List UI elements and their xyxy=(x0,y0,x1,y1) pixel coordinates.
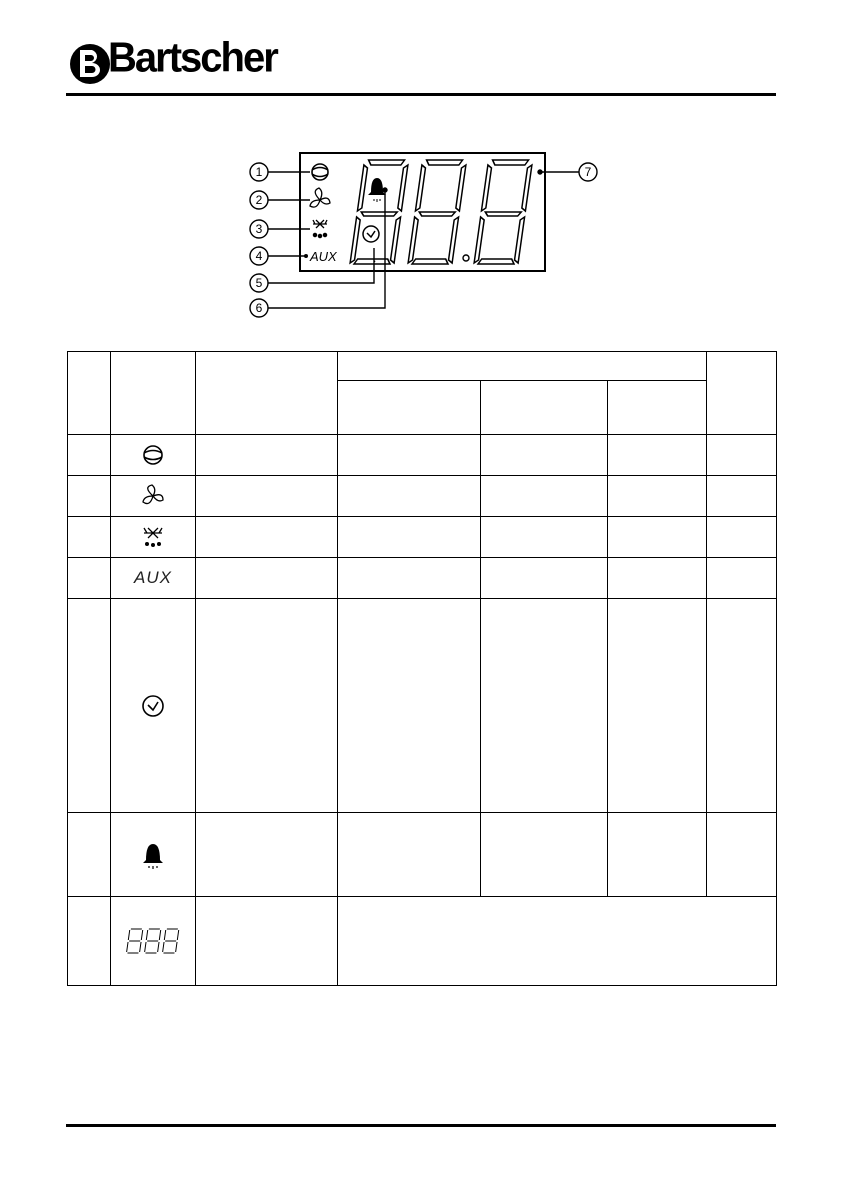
header-cell-icon xyxy=(111,352,196,435)
table-row xyxy=(68,813,777,897)
callout-5-label: 5 xyxy=(255,276,263,290)
table-row xyxy=(68,435,777,476)
callout-2-label: 2 xyxy=(255,193,263,207)
header-cell-extra xyxy=(707,352,777,435)
callout-7-label: 7 xyxy=(584,165,592,179)
clock-icon xyxy=(140,693,166,719)
header-cell-status-b xyxy=(481,381,608,435)
aux-label: AUX xyxy=(310,249,337,264)
callout-4-label: 4 xyxy=(255,249,263,263)
callout-1-label: 1 xyxy=(255,165,263,179)
clock-icon xyxy=(363,226,379,242)
defrost-icon xyxy=(139,525,167,549)
brand-name: Bartscher xyxy=(108,34,277,82)
compressor-icon xyxy=(312,164,328,180)
header-cell-function xyxy=(196,352,338,435)
callout-6-label: 6 xyxy=(255,301,263,315)
callout-3-label: 3 xyxy=(255,222,263,236)
indicator-legend-table xyxy=(67,351,777,986)
bell-icon xyxy=(139,840,167,870)
table-row xyxy=(68,476,777,517)
header-cell-status-c xyxy=(608,381,707,435)
fan-icon xyxy=(310,188,330,207)
header-cell-status-a xyxy=(338,381,481,435)
header-rule xyxy=(66,93,776,96)
table-row xyxy=(68,517,777,558)
controller-display-figure xyxy=(240,150,600,320)
minus-segment: . xyxy=(373,251,377,265)
table-row xyxy=(68,558,777,599)
header-cell-status-group xyxy=(338,352,707,381)
fan-icon xyxy=(140,484,166,508)
seven-segment-icon xyxy=(124,928,182,954)
footer-rule xyxy=(66,1124,776,1127)
defrost-icon xyxy=(313,220,327,238)
header-cell-no xyxy=(68,352,111,435)
compressor-icon xyxy=(140,444,166,466)
seven-segment-display xyxy=(350,160,533,264)
table-row xyxy=(68,897,777,986)
aux-icon: AUX xyxy=(134,568,172,587)
table-row xyxy=(68,599,777,813)
decimal-point xyxy=(463,255,469,261)
